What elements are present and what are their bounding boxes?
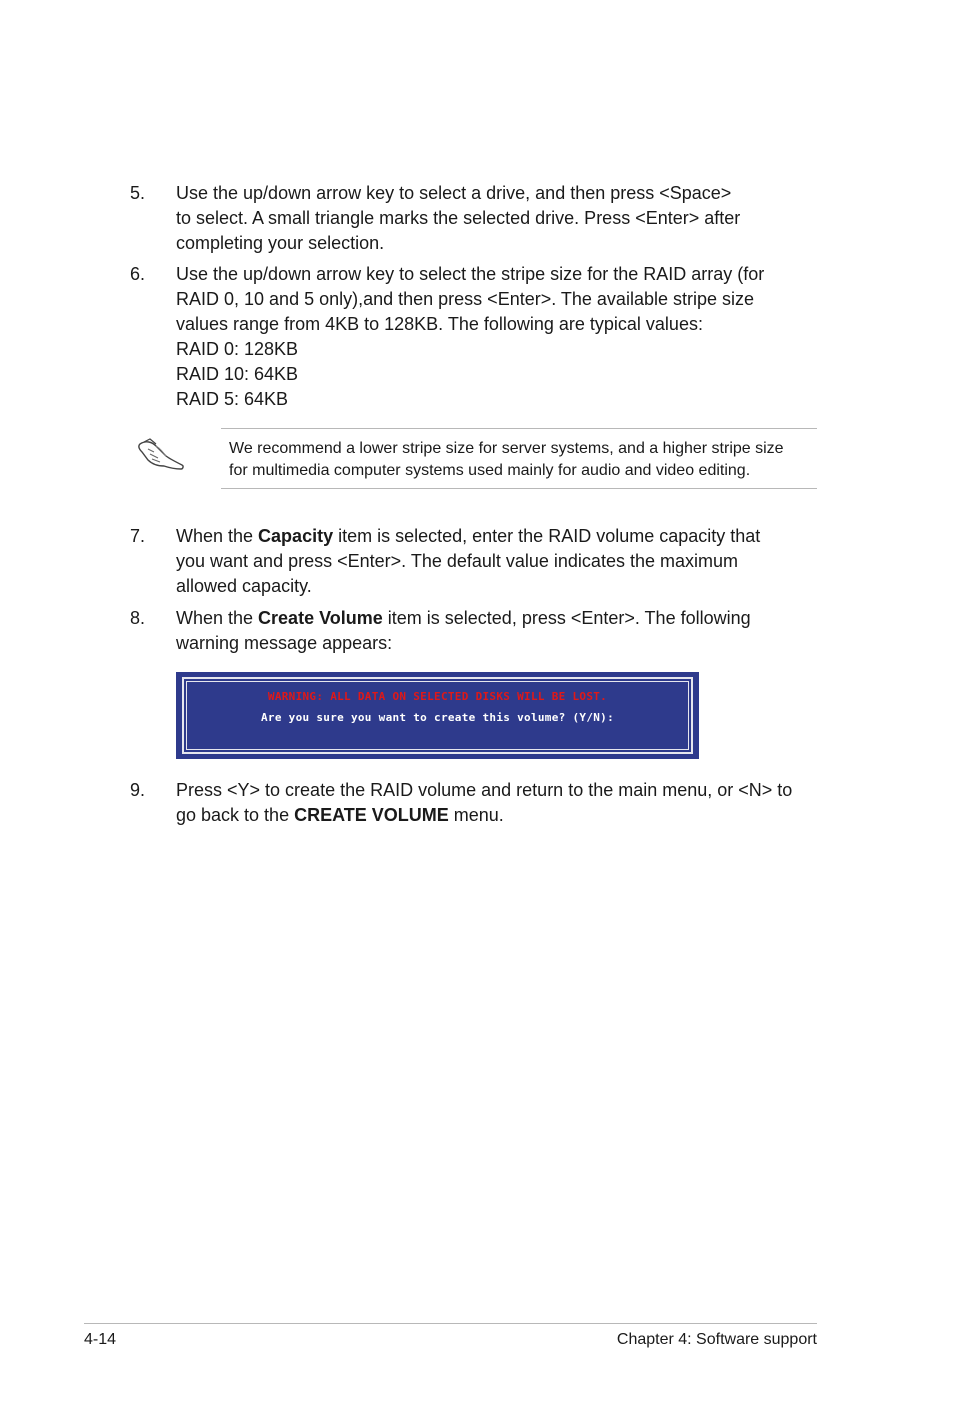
step-8 bbox=[130, 606, 820, 656]
text-run: When the bbox=[176, 526, 259, 546]
page-number: 4-14 bbox=[84, 1331, 117, 1348]
step-text: you want and press <Enter>. The default value indicates the maximum bbox=[176, 551, 738, 571]
step-5 bbox=[130, 181, 820, 256]
stripe-value-raid10: RAID 10: 64KB bbox=[176, 364, 299, 384]
bios-warning-dialog bbox=[176, 672, 699, 759]
step-text: Use the up/down arrow key to select a drive, and then press <Space> bbox=[176, 183, 732, 203]
warning-message: WARNING: ALL DATA ON SELECTED DISKS WILL BE LOST. bbox=[267, 690, 608, 703]
step-text: completing your selection. bbox=[176, 233, 385, 253]
step-text bbox=[176, 803, 820, 828]
step-text: allowed capacity. bbox=[176, 576, 312, 596]
step-text bbox=[176, 606, 820, 631]
step-text bbox=[176, 524, 820, 549]
step-text: warning message appears: bbox=[176, 633, 393, 653]
step-9 bbox=[130, 778, 820, 828]
step-number: 5. bbox=[130, 183, 146, 203]
stripe-value-raid0: RAID 0: 128KB bbox=[176, 339, 299, 359]
note-text: We recommend a lower stripe size for server systems, and a higher stripe size bbox=[229, 440, 784, 457]
text-run: item is selected, enter the RAID volume capacity that bbox=[333, 526, 761, 546]
step-text: to select. A small triangle marks the selected drive. Press <Enter> after bbox=[176, 208, 741, 228]
confirm-prompt: Are you sure you want to create this volume? (Y/N): bbox=[260, 711, 615, 724]
chapter-title: Chapter 4: Software support bbox=[616, 1331, 817, 1348]
step-text: RAID 0, 10 and 5 only),and then press <Enter>. The available stripe size bbox=[176, 289, 755, 309]
note-text: for multimedia computer systems used mainly for audio and video editing. bbox=[229, 462, 751, 479]
step-text: Press <Y> to create the RAID volume and return to the main menu, or <N> to bbox=[176, 780, 793, 800]
create-volume-menu-term: CREATE VOLUME bbox=[294, 805, 449, 825]
step-6 bbox=[130, 262, 820, 412]
note-box bbox=[221, 428, 817, 489]
text-run: menu. bbox=[448, 805, 504, 825]
step-7 bbox=[130, 524, 820, 599]
footer-divider bbox=[84, 1323, 817, 1324]
step-number: 7. bbox=[130, 526, 146, 546]
hand-note-icon bbox=[136, 432, 186, 476]
step-number: 8. bbox=[130, 608, 146, 628]
stripe-value-raid5: RAID 5: 64KB bbox=[176, 389, 289, 409]
step-text: Use the up/down arrow key to select the stripe size for the RAID array (for bbox=[176, 264, 765, 284]
create-volume-term: Create Volume bbox=[258, 608, 383, 628]
text-run: go back to the bbox=[176, 805, 295, 825]
step-number: 6. bbox=[130, 264, 146, 284]
step-text: values range from 4KB to 128KB. The following are typical values: bbox=[176, 314, 703, 334]
capacity-term: Capacity bbox=[258, 526, 334, 546]
text-run: item is selected, press <Enter>. The following bbox=[382, 608, 751, 628]
text-run: When the bbox=[176, 608, 259, 628]
step-number: 9. bbox=[130, 780, 146, 800]
